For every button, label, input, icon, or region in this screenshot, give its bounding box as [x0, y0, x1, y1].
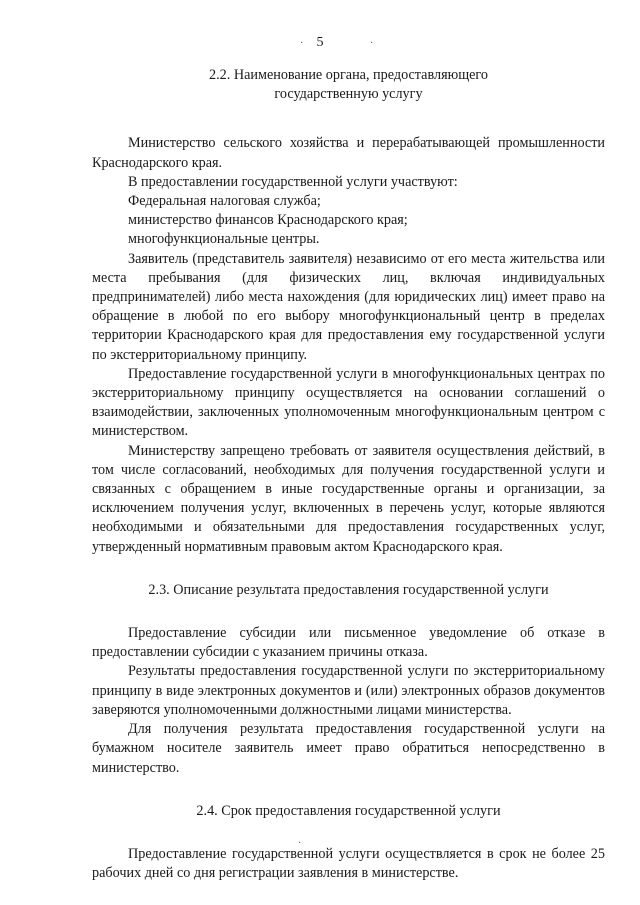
paragraph: В предоставлении государственной услуги участвуют:	[128, 173, 458, 190]
section-2-2-title-line2: государственную услугу	[274, 86, 423, 103]
paragraph: многофункциональные центры.	[128, 231, 320, 248]
paragraph: Заявитель (представитель заявителя) независимо от его места жительства или места пребывания (для физических лиц, включая индивидуальных предпринимателей) либо места нахождения (для юридических лиц) имеет право на обращение в любой по его выбору многофункциональный центр в пределах территории Краснодарского края для предоставления ему государственной услуги по экстерриториальному принципу.	[92, 250, 605, 363]
paragraph: Министерству запрещено требовать от заявителя осуществления действий, в том числе согласований, необходимых для получения государственной услуги и связанных с обращением в иные государственные органы и организации, за исключением получения услуг, включенных в перечень услуг, которые являются необходимыми и обязательными для предоставления государственных услуг, утвержденный нормативным правовым актом Краснодарского края.	[92, 442, 605, 555]
section-2-2-heading	[92, 66, 605, 104]
paragraph: Предоставление государственной услуги осуществляется в срок не более 25 рабочих дней со дня регистрации заявления в министерстве.	[92, 845, 605, 882]
paragraph: Предоставление государственной услуги в многофункциональных центрах по экстерриториальному принципу осуществляется на основании соглашений о взаимодействии, заключенных уполномоченным многофункциональным центром с министерством.	[92, 365, 605, 440]
section-2-3-title: 2.3. Описание результата предоставления государственной услуги	[148, 581, 549, 598]
paragraph: министерство финансов Краснодарского края;	[128, 212, 408, 229]
document-body	[92, 66, 605, 883]
paragraph: Министерство сельского хозяйства и перерабатывающей промышленности Краснодарского края.	[92, 135, 605, 171]
paragraph: Предоставление субсидии или письменное уведомление об отказе в предоставлении субсидии с указанием причины отказа.	[92, 625, 605, 661]
paragraph: Для получения результата предоставления государственной услуги на бумажном носителе заявитель имеет право обратиться непосредственно в министерство.	[92, 721, 605, 776]
page-number: 5	[316, 35, 324, 50]
paragraph: Федеральная налоговая служба;	[128, 193, 321, 210]
scan-speck: ·	[298, 838, 302, 849]
scan-speck: ·	[300, 38, 304, 49]
section-2-2-title-line1: 2.2. Наименование органа, предоставляющего	[209, 67, 488, 83]
scan-speck: ·	[370, 38, 374, 49]
section-2-4-title: 2.4. Срок предоставления государственной услуги	[196, 802, 501, 819]
paragraph: Результаты предоставления государственной услуги по экстерриториальному принципу в виде электронных документов и (или) электронных образов документов заверяются уполномоченными должностными лицами министерства.	[92, 663, 605, 718]
